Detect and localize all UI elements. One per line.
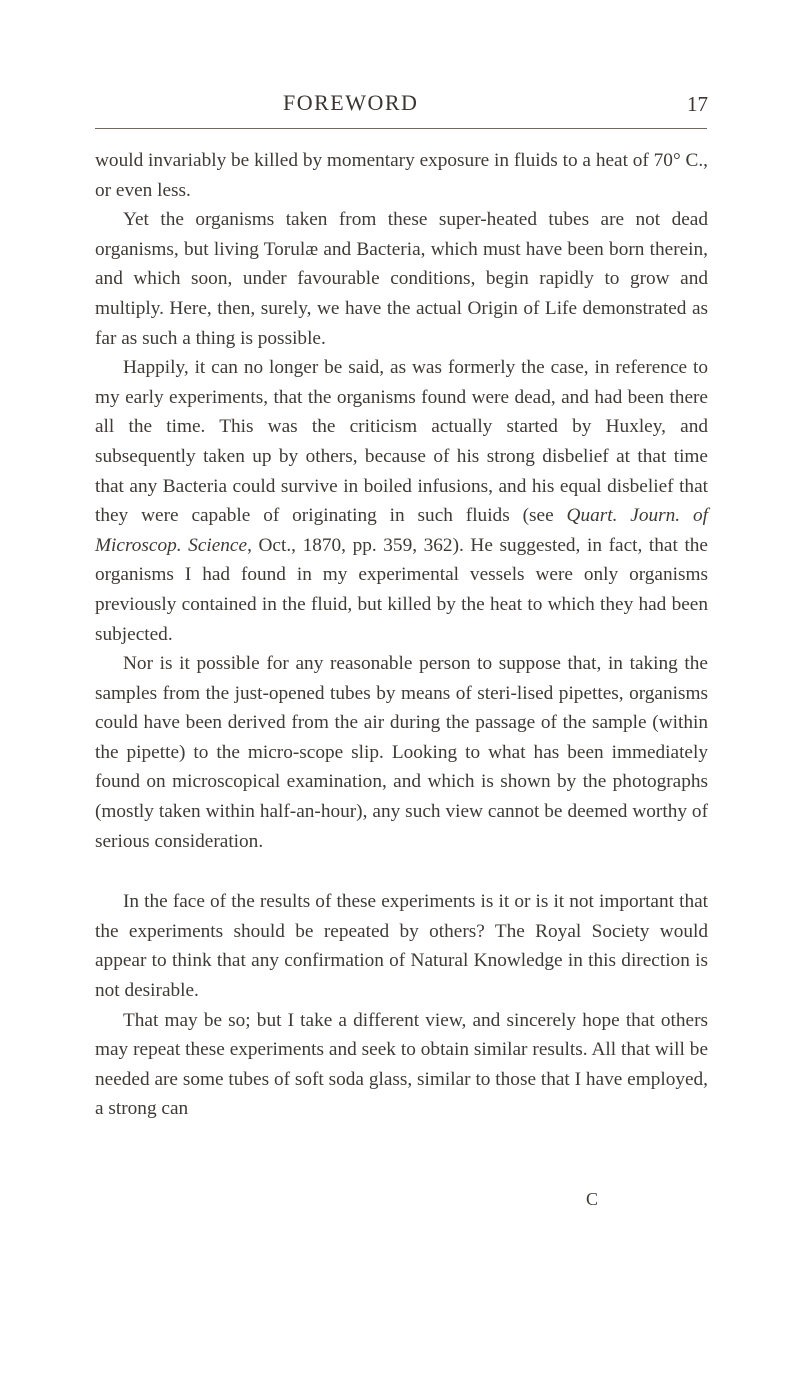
journal-citation: Quart. Journ. of Microscop. Science — [95, 505, 709, 556]
signature-mark: C — [586, 1189, 599, 1209]
section-gap — [95, 856, 708, 887]
paragraph-1: would invariably be killed by momentary exposure in fluids to a heat of 70° C., or even less. — [95, 150, 708, 201]
paragraph-3-text-a: Happily, it can no longer be said, as was formerly the case, in reference to my early experiments, that the organisms found were dead, and had been there all the time. This was the criticism actually started by Huxley, and subsequently taken up by others, because of his strong disbelief at that time that any Bacteria could survive in boiled infusions, and his equal disbelief that they were capable of originating in such fluids (see — [95, 357, 708, 527]
paragraph-3-text-b: , Oct., 1870, pp. 359, 362). He suggested, in fact, that the organisms I had found in my experimental vessels were only organisms previously contained in the fluid, but killed by the heat to which they had been subjected. — [95, 534, 708, 645]
page-number: 17 — [687, 92, 708, 116]
paragraph-4: Nor is it possible for any reasonable person to suppose that, in taking the samples from the just-opened tubes by means of steri-lised pipettes, organisms could have been derived from the air during the passage of the sample (within the pipette) to the micro-scope slip. Looking to what has been immediately found on microscopical examination, and which is shown by the photographs (mostly taken within half-an-hour), any such view cannot be deemed worthy of serious consideration. — [95, 653, 708, 852]
page-header — [0, 90, 800, 120]
paragraph-3 — [95, 353, 708, 649]
body-text — [95, 146, 708, 1124]
header-rule — [95, 128, 707, 129]
paragraph-5: In the face of the results of these experiments is it or is it not important that the experiments should be repeated by others? The Royal Society would appear to think that any confirmation of Natural Knowledge in this direction is not desirable. — [95, 891, 708, 1002]
paragraph-2: Yet the organisms taken from these super-heated tubes are not dead organisms, but living Torulæ and Bacteria, which must have been born therein, and which soon, under favourable conditions, begin rapidly to grow and multiply. Here, then, surely, we have the actual Origin of Life demonstrated as far as such a thing is possible. — [95, 209, 708, 349]
running-head-title: FOREWORD — [283, 90, 419, 115]
paragraph-6: That may be so; but I take a different view, and sincerely hope that others may repeat these experiments and seek to obtain similar results. All that will be needed are some tubes of soft soda glass, similar to those that I have employed, a strong can — [95, 1009, 708, 1120]
